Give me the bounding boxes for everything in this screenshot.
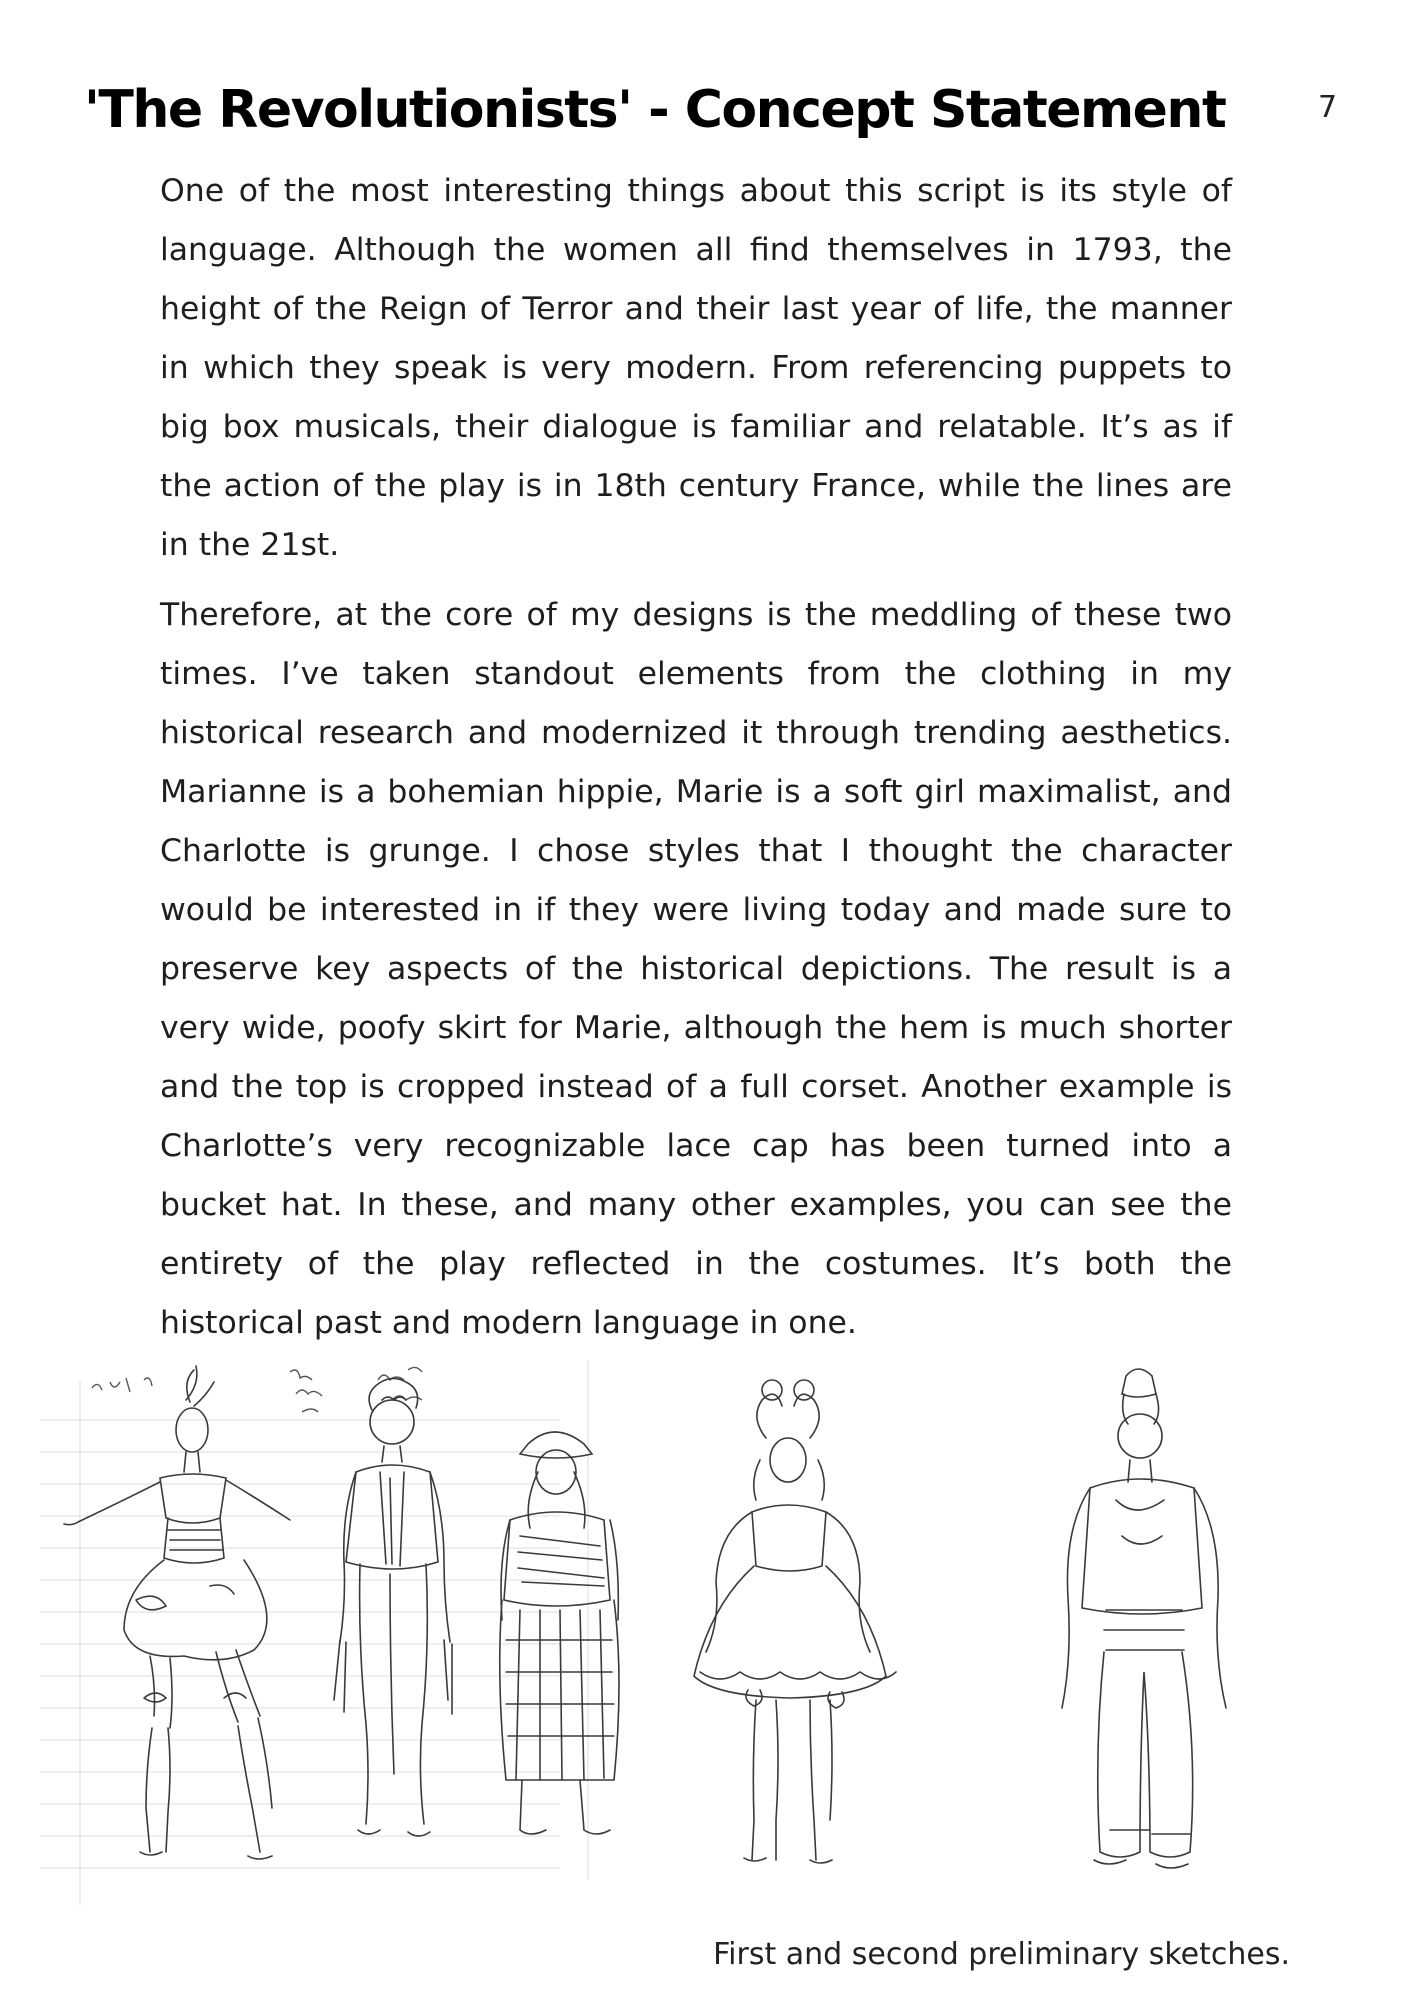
sketch-figure-charlotte-1 [500, 1432, 619, 1834]
paragraph-1: One of the most interesting things about this script is its style of language. Although the women all find themselves in 1793, the height of the Reign of Terror and their last year of life, the manner in which they speak is very modern. From referencing puppets to big box musicals, their dialogue is familiar and relatable. It’s as if the action of the play is in 18th century France, while the lines are in the 21st. [160, 173, 1232, 563]
page-title: 'The Revolutionists' - Concept Statement [84, 80, 1226, 140]
figure-caption: First and second preliminary sketches. [713, 1937, 1290, 1972]
sketch-figure-marie-2 [694, 1380, 896, 1863]
page-number: 7 [1318, 90, 1338, 125]
notebook-paper-lines [40, 1360, 588, 1905]
preliminary-sketches-figure [40, 1360, 1290, 1920]
sketch-figure-marianne-2 [1062, 1369, 1226, 1868]
paragraph-2: Therefore, at the core of my designs is the meddling of these two times. I’ve taken standout elements from the clothing in my historical research and modernized it through trending aesthetics. Marianne is a bohemian hippie, Marie is a soft girl maximalist, and Charlotte is grunge. I chose styles that I thought the character would be interested in if they were living today and made sure to preserve key aspects of the historical depictions. The result is a very wide, poofy skirt for Marie, although the hem is much shorter and the top is cropped instead of a full corset. Another example is Charlotte’s very recognizable lace cap has been turned into a bucket hat. In these, and many other examples, you can see the entirety of the play reflected in the costumes. It’s both the historical past and modern language in one. [160, 597, 1232, 1341]
sketch-figure-marianne-1 [334, 1378, 452, 1836]
concept-statement-body [160, 162, 1232, 1364]
